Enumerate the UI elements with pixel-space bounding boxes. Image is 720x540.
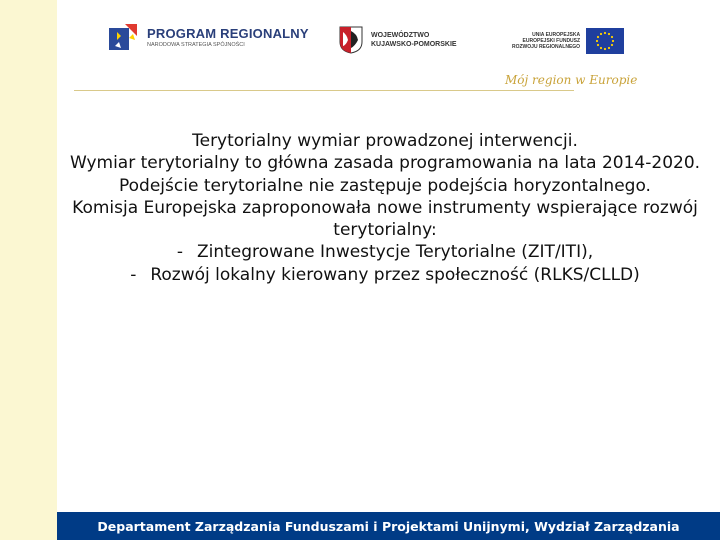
bullet-marker: - [176, 242, 183, 263]
footer-text: Departament Zarządzania Funduszami i Projektami Unijnymi, Wydział Zarządzania [97, 518, 680, 534]
eu-logo-line2: EUROPEJSKI FUNDUSZ [522, 37, 581, 44]
bullet-item-1 [65, 241, 705, 263]
motto-text: Mój region w Europie [505, 73, 638, 87]
program-regionalny-emblem-icon [107, 22, 139, 54]
left-decorative-bar [0, 0, 57, 540]
eu-flag-icon [586, 28, 624, 54]
content-line-4: Komisja Europejska zaproponowała nowe instrumenty wspierające rozwój terytorialny: [72, 197, 698, 241]
header-divider [74, 90, 574, 91]
footer-bar [57, 512, 720, 540]
program-regionalny-logo [107, 22, 309, 54]
voivodeship-name-line2: KUJAWSKO-POMORSKIE [371, 41, 457, 48]
bullet-text-1: Zintegrowane Inwestycje Terytorialne (ZIT/ITI), [197, 242, 594, 263]
bullet-text-2: Rozwój lokalny kierowany przez społeczność (RLKS/CLLD) [150, 264, 640, 285]
eu-fund-logo [512, 28, 624, 54]
header-logos [57, 0, 720, 100]
coat-of-arms-icon [339, 26, 363, 54]
content-line-3: Podejście terytorialne nie zastępuje podejścia horyzontalnego. [119, 175, 651, 196]
program-logo-subtitle: NARODOWA STRATEGIA SPÓJNOŚCI [147, 42, 245, 49]
content-line-1: Terytorialny wymiar prowadzonej interwencji. [192, 131, 578, 151]
eu-logo-line3: ROZWOJU REGIONALNEGO [512, 44, 581, 51]
voivodeship-name-line1: WOJEWÓDZTWO [371, 31, 430, 39]
bullet-marker: - [130, 264, 137, 285]
eu-logo-line1: UNIA EUROPEJSKA [532, 31, 581, 38]
slide-content [65, 130, 705, 286]
voivodeship-logo [339, 26, 457, 54]
content-line-2: Wymiar terytorialny to główna zasada programowania na lata 2014-2020. [69, 153, 701, 174]
program-logo-title: PROGRAM REGIONALNY [147, 26, 309, 42]
bullet-item-2 [65, 264, 705, 286]
